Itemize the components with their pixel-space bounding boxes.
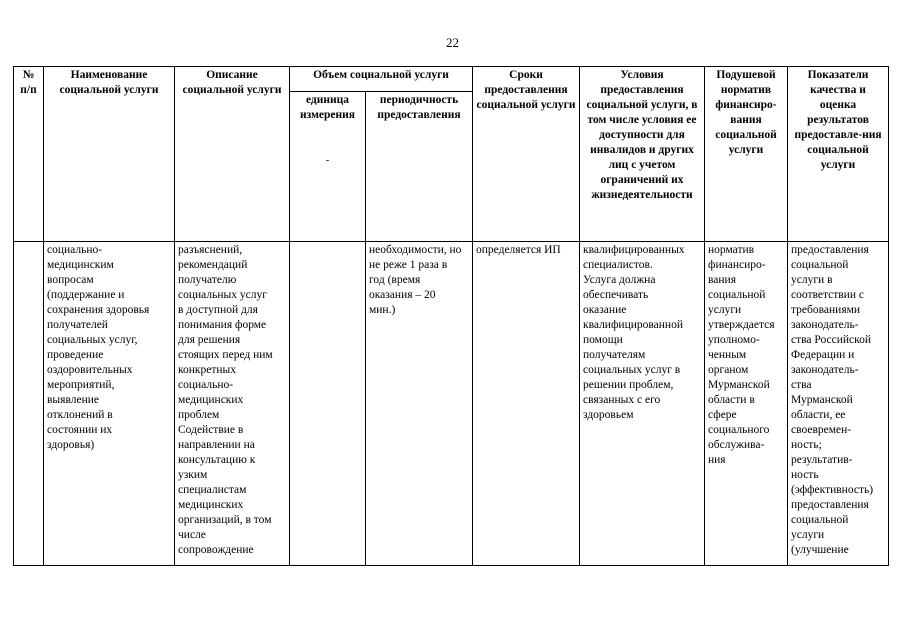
table-row <box>14 241 889 565</box>
header-unit-mark: - <box>325 155 330 167</box>
cell-unit <box>290 241 366 565</box>
header-unit-label: единица измерения <box>300 94 355 122</box>
header-number: № п/п <box>14 67 44 242</box>
cell-quality: предоставления социальной услуги в соответствии с требованиями законодатель- ства Российской Федерации и законодатель- ства Мурманской области, ее своевремен- ность; результатив- ность (эффективность) предоставления социальной услуги (улучшение <box>788 241 889 565</box>
cell-number <box>14 241 44 565</box>
header-unit <box>290 92 366 242</box>
header-periodicity: периодичность предоставления <box>366 92 473 242</box>
page-number: 22 <box>446 35 459 50</box>
header-service-name: Наименование социальной услуги <box>44 67 175 242</box>
cell-conditions: квалифицированных специалистов. Услуга должна обеспечивать оказание квалифицированной помощи получателям социальных услуг в решении проблем, связанных с его здоровьем <box>580 241 705 565</box>
header-volume: Объем социальной услуги <box>290 67 473 92</box>
cell-terms: определяется ИП <box>473 241 580 565</box>
header-quality: Показатели качества и оценка результатов предоставле-ния социальной услуги <box>788 67 889 242</box>
header-terms: Сроки предоставления социальной услуги <box>473 67 580 242</box>
header-conditions: Условия предоставления социальной услуги, в том числе условия ее доступности для инвалидов и других лиц с учетом ограничений их жизнедеятельности <box>580 67 705 242</box>
table-header-row <box>14 67 889 92</box>
header-norm: Подушевой норматив финансиро-вания социальной услуги <box>705 67 788 242</box>
cell-service-name: социально- медицинским вопросам (поддержание и сохранения здоровья получателей социальных услуг, проведение оздоровительных мероприятий, выявление отклонений в состоянии их здоровья) <box>44 241 175 565</box>
cell-periodicity: необходимости, но не реже 1 раза в год (время оказания – 20 мин.) <box>366 241 473 565</box>
cell-norm: норматив финансиро- вания социальной услуги утверждается уполномо- ченным органом Мурманской области в сфере социального обслужива- ния <box>705 241 788 565</box>
services-table <box>13 66 889 566</box>
header-description: Описание социальной услуги <box>175 67 290 242</box>
cell-description: разъяснений, рекомендаций получателю социальных услуг в доступной для понимания форме для решения стоящих перед ним конкретных социально- медицинских проблем Содействие в направлении на консультацию к узким специалистам медицинских организаций, в том числе сопровождение <box>175 241 290 565</box>
